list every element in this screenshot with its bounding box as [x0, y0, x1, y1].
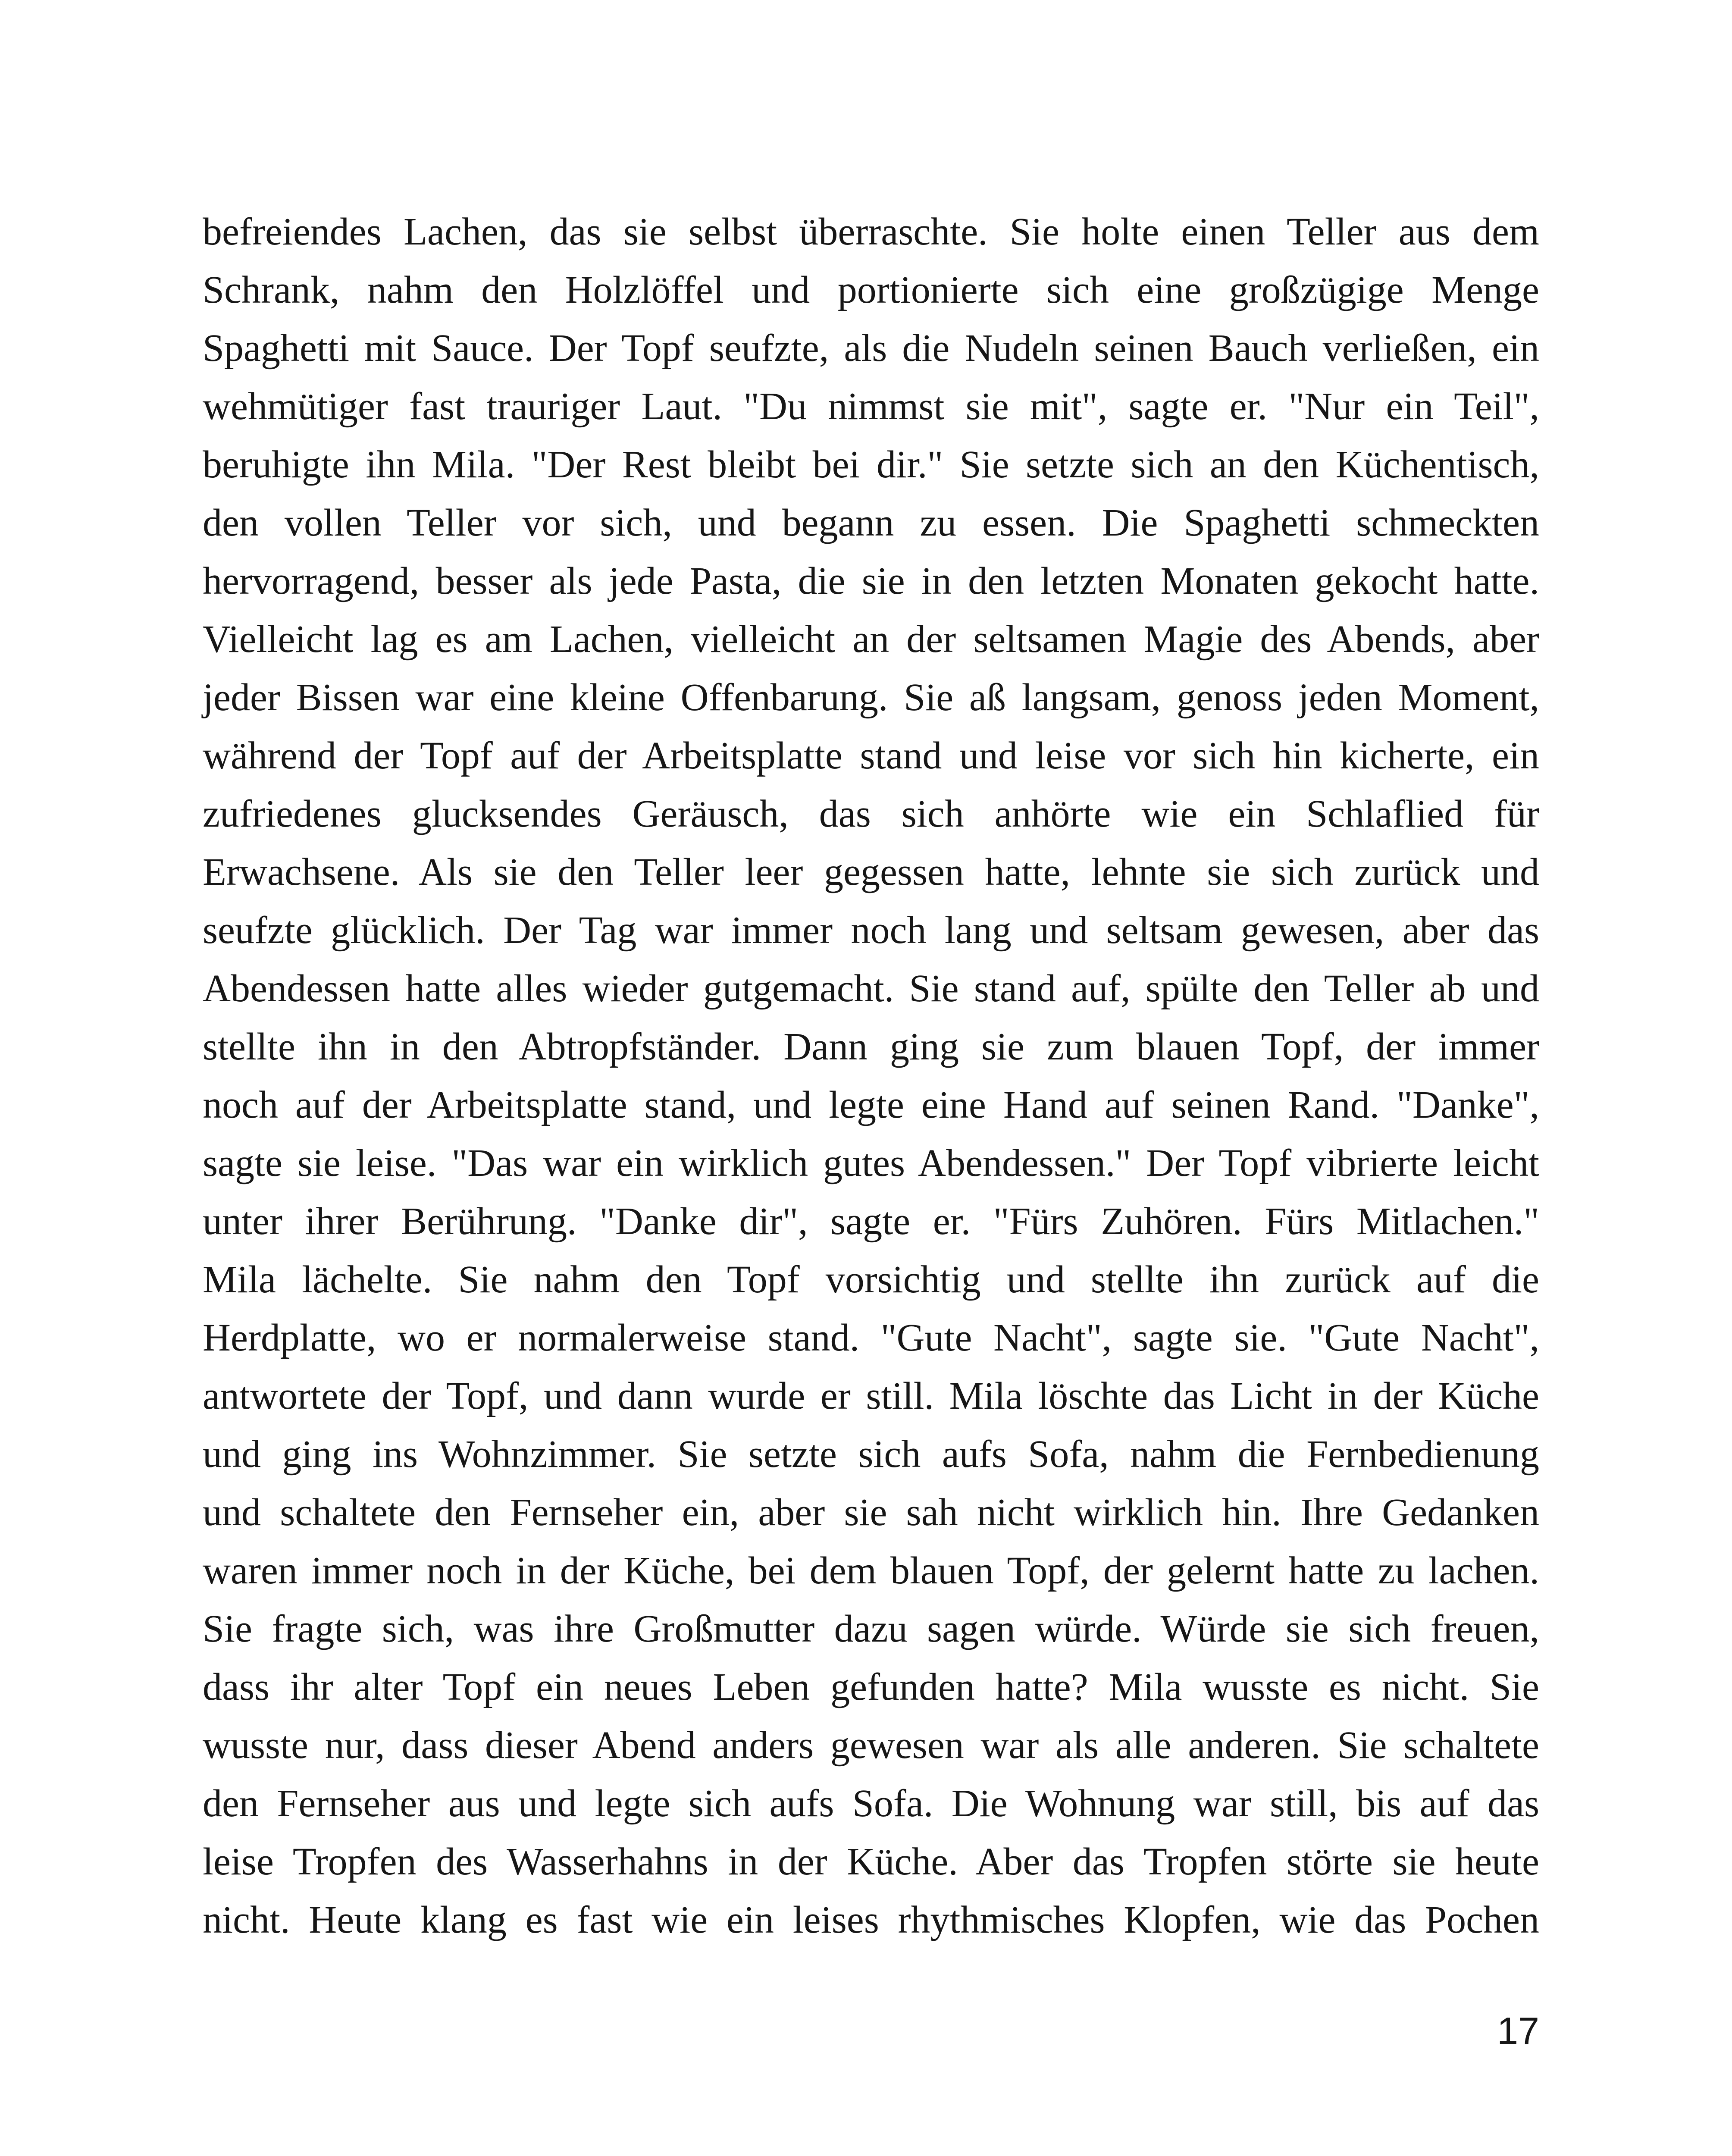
text-line: Herdplatte, wo er normalerweise stand. "Gute Nacht", sagte sie. "Gute Nacht", [203, 1316, 1539, 1359]
text-line: den vollen Teller vor sich, und begann zu essen. Die Spaghetti schmeckten [203, 501, 1539, 544]
text-line: noch auf der Arbeitsplatte stand, und legte eine Hand auf seinen Rand. "Danke", [203, 1084, 1539, 1126]
text-line: leise Tropfen des Wasserhahns in der Küche. Aber das Tropfen störte sie heute [203, 1840, 1539, 1883]
text-line: den Fernseher aus und legte sich aufs Sofa. Die Wohnung war still, bis auf das [203, 1782, 1539, 1825]
text-line: und ging ins Wohnzimmer. Sie setzte sich aufs Sofa, nahm die Fernbedienung [203, 1433, 1539, 1476]
text-line: Spaghetti mit Sauce. Der Topf seufzte, als die Nudeln seinen Bauch verließen, ein [203, 327, 1539, 370]
text-line: unter ihrer Berührung. "Danke dir", sagte er. "Fürs Zuhören. Fürs Mitlachen." [203, 1200, 1539, 1243]
text-line: hervorragend, besser als jede Pasta, die sie in den letzten Monaten gekocht hatte. [203, 560, 1539, 602]
text-line: und schaltete den Fernseher ein, aber sie sah nicht wirklich hin. Ihre Gedanken [203, 1491, 1539, 1534]
body-paragraph [203, 203, 1539, 1949]
text-line: Vielleicht lag es am Lachen, vielleicht an der seltsamen Magie des Abends, aber [203, 618, 1539, 661]
text-line: Schrank, nahm den Holzlöffel und portionierte sich eine großzügige Menge [203, 269, 1539, 311]
text-line: antwortete der Topf, und dann wurde er still. Mila löschte das Licht in der Küche [203, 1375, 1539, 1417]
text-line: seufzte glücklich. Der Tag war immer noch lang und seltsam gewesen, aber das [203, 909, 1539, 952]
text-line: sagte sie leise. "Das war ein wirklich gutes Abendessen." Der Topf vibrierte leicht [203, 1142, 1539, 1185]
text-line: jeder Bissen war eine kleine Offenbarung. Sie aß langsam, genoss jeden Moment, [203, 676, 1539, 719]
text-line: Mila lächelte. Sie nahm den Topf vorsichtig und stellte ihn zurück auf die [203, 1258, 1539, 1301]
text-line: stellte ihn in den Abtropfständer. Dann ging sie zum blauen Topf, der immer [203, 1025, 1539, 1068]
text-line: wehmütiger fast trauriger Laut. "Du nimmst sie mit", sagte er. "Nur ein Teil", [203, 385, 1539, 428]
text-line: Abendessen hatte alles wieder gutgemacht. Sie stand auf, spülte den Teller ab und [203, 967, 1539, 1010]
text-line: während der Topf auf der Arbeitsplatte stand und leise vor sich hin kicherte, ein [203, 734, 1539, 777]
text-line: dass ihr alter Topf ein neues Leben gefunden hatte? Mila wusste es nicht. Sie [203, 1666, 1539, 1708]
text-line: wusste nur, dass dieser Abend anders gewesen war als alle anderen. Sie schaltete [203, 1724, 1539, 1767]
page-number: 17 [1497, 2009, 1539, 2052]
text-line: befreiendes Lachen, das sie selbst überraschte. Sie holte einen Teller aus dem [203, 210, 1539, 253]
text-line: zufriedenes glucksendes Geräusch, das sich anhörte wie ein Schlaflied für [203, 793, 1539, 835]
text-line: Sie fragte sich, was ihre Großmutter dazu sagen würde. Würde sie sich freuen, [203, 1608, 1539, 1650]
text-line: Erwachsene. Als sie den Teller leer gegessen hatte, lehnte sie sich zurück und [203, 851, 1539, 893]
text-line: nicht. Heute klang es fast wie ein leises rhythmisches Klopfen, wie das Pochen [203, 1899, 1539, 1941]
text-line: beruhigte ihn Mila. "Der Rest bleibt bei dir." Sie setzte sich an den Küchentisch, [203, 443, 1539, 486]
text-line: waren immer noch in der Küche, bei dem blauen Topf, der gelernt hatte zu lachen. [203, 1549, 1539, 1592]
